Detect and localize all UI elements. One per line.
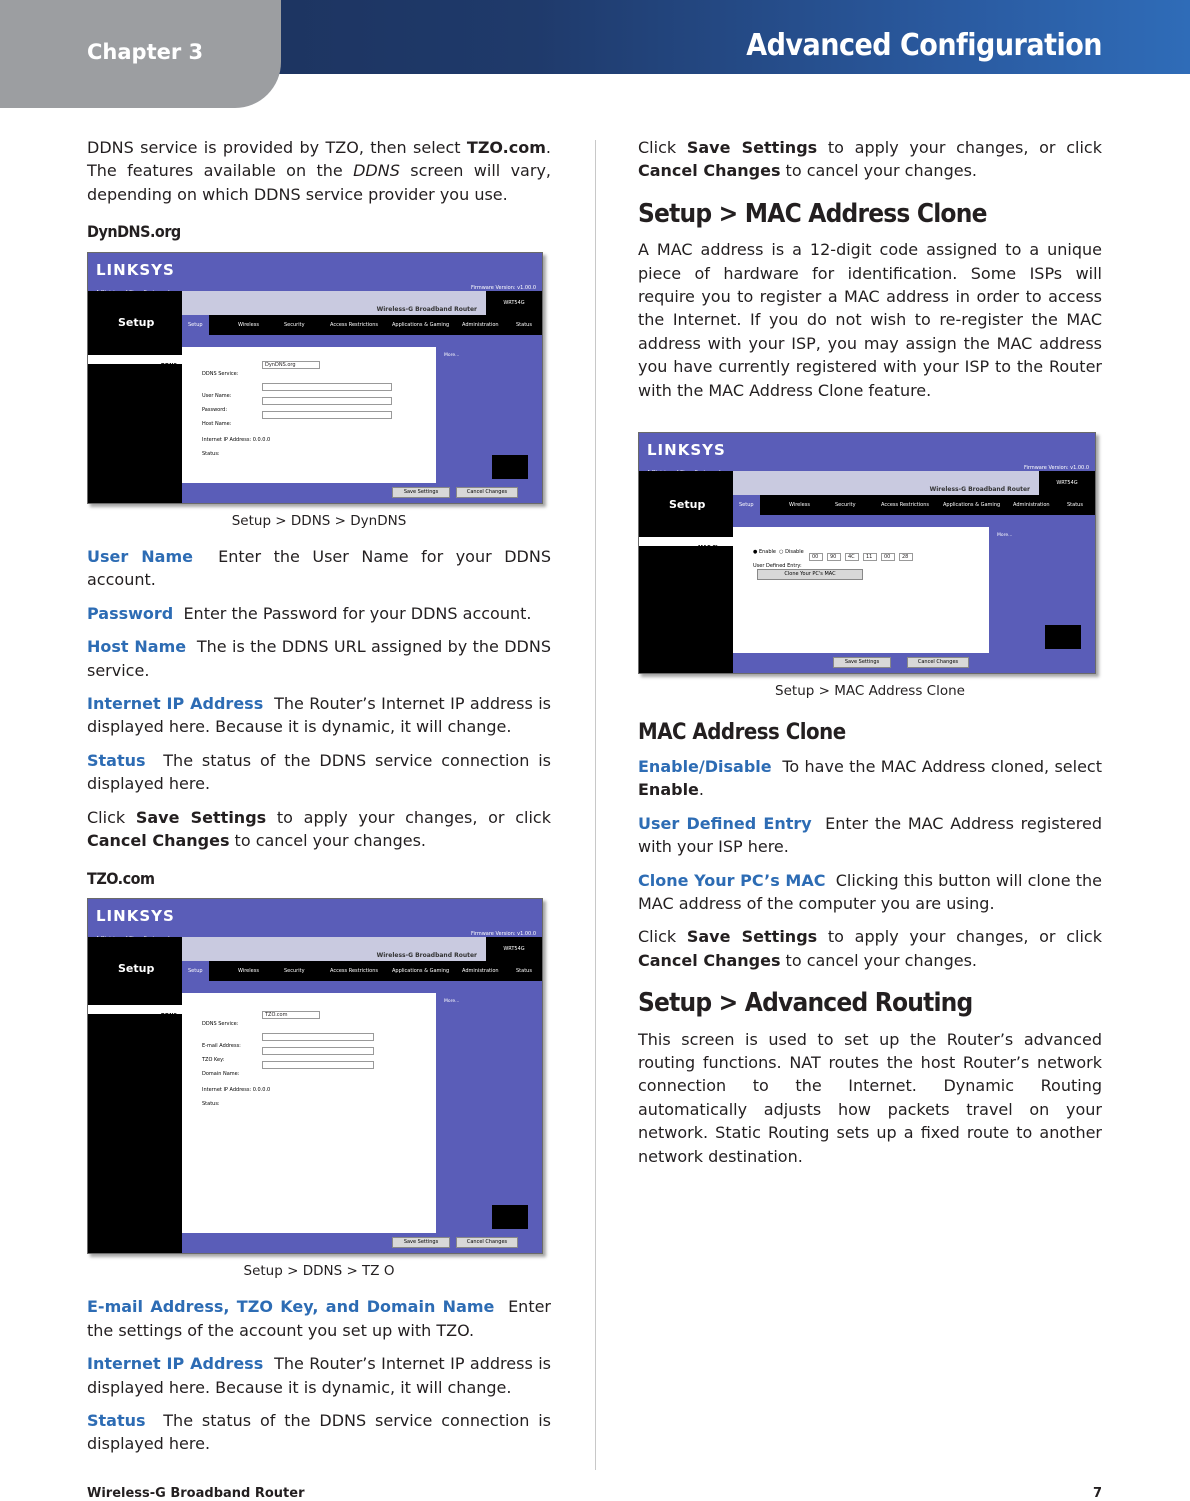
tab-apps[interactable]: Applications & Gaming — [392, 321, 450, 328]
mac-clone-screenshot: LINKSYS Firmware Version: v1.00.0 Setup MAC Clone Wireless-G Broadband Router WRT54G Setup Wireless Security Access Restrictions Applications & Gaming Administration Status ● Enable ○ Disable User Defined Entry: 00 90 4C 11 00 28 Clone Your PC's MAC More... Save Settings Cancel Changes — [638, 432, 1096, 674]
tzo-heading: TZO.com — [87, 868, 155, 888]
tab-access[interactable]: Access Restrictions — [330, 321, 378, 328]
tab-status[interactable]: Status — [516, 321, 532, 328]
status2-desc: Status The status of the DDNS service connection is displayed here. — [87, 1410, 552, 1454]
mac-intro: A MAC address is a 12-digit code assigned to a unique piece of hardware for identification. Some ISPs will require you to register a MAC address in order to access the Internet. If you do not wish to re-register the MAC address with your ISP, you may assign the MAC address you have currently registered with your ISP to the Router with the MAC Address Clone feature. — [638, 240, 1102, 400]
chapter-label: Chapter 3 — [87, 40, 204, 64]
username-desc: User Name Enter the User Name for your DDNS account. — [87, 547, 551, 590]
intro-paragraph: DDNS service is provided by TZO, then select TZO.com. The features available on the DDNS screen will vary, depending on which DDNS service provider you use. — [87, 138, 551, 204]
save-instruction-right-2: Click Save Settings to apply your changes, or click Cancel Changes to cancel your changes. — [638, 927, 1102, 970]
column-divider — [595, 140, 596, 1470]
firmware-version: Firmware Version: v1.00.0 — [470, 284, 536, 291]
footer-product: Wireless-G Broadband Router — [87, 1486, 305, 1501]
tzo-caption: Setup > DDNS > TZ O — [243, 1262, 395, 1279]
dyndns-screenshot: LINKSYS Firmware Version: v1.00.0 Setup DDNS Wireless-G Broadband Router WRT54G Setup Wireless Security Access Restrictions Applications & Gaming Administration Status DDNS Service: DynDNS.org User Name: Password: Host Name: Internet IP Address: 0.0.0.0 Status: More... Save Settings Cancel Changes — [87, 252, 543, 504]
routing-heading: Setup > Advanced Routing — [638, 988, 973, 1019]
mac-caption: Setup > MAC Address Clone — [775, 683, 965, 700]
routing-text: This screen is used to set up the Router’s advanced routing functions. NAT routes the host Router’s network connection to the Internet. Dynamic Routing automatically adjusts how packets travel on your network. Static Routing sets up a fixed route to another network destination. — [638, 1029, 1102, 1166]
left-column — [87, 136, 551, 1466]
tab-security[interactable]: Security — [284, 321, 305, 328]
password-field[interactable] — [262, 397, 392, 405]
section-title: Advanced Configuration — [746, 28, 1102, 63]
user-entry-desc: User Defined Entry Enter the MAC Address registered with your ISP here. — [638, 813, 1102, 857]
enable-desc: Enable/Disable To have the MAC Address cloned, select Enable. — [638, 756, 1103, 800]
clone-mac-button[interactable]: Clone Your PC's MAC — [757, 569, 863, 580]
ip2-desc: Internet IP Address The Router’s Internet IP address is displayed here. Because it is dynamic, it will change. — [87, 1354, 552, 1397]
password-desc: Password Enter the Password for your DDNS account. — [87, 603, 532, 623]
hostname-desc: Host Name The is the DDNS URL assigned by the DDNS service. — [87, 637, 552, 680]
clone-desc: Clone Your PC’s MAC Clicking this button will clone the MAC address of the computer you are using. — [638, 870, 1103, 913]
user-name-field[interactable] — [262, 383, 392, 391]
right-column — [638, 136, 1102, 1178]
dyndns-caption: Setup > DDNS > DynDNS — [231, 512, 407, 529]
linksys-logo: LINKSYS — [96, 260, 175, 279]
tab-wireless[interactable]: Wireless — [238, 321, 259, 328]
ddns-service-select[interactable]: DynDNS.org — [262, 361, 320, 369]
mac-clone-heading: Setup > MAC Address Clone — [638, 198, 987, 229]
dyndns-heading: DynDNS.org — [87, 222, 181, 242]
cisco-logo — [492, 455, 528, 479]
page-number: 7 — [1093, 1486, 1103, 1501]
tab-setup[interactable]: Setup — [182, 315, 209, 335]
email-desc: E-mail Address, TZO Key, and Domain Name Enter the settings of the account you set up with TZO. — [87, 1297, 552, 1340]
cancel-changes-button[interactable]: Cancel Changes — [456, 487, 518, 498]
mac-subheading: MAC Address Clone — [638, 720, 846, 746]
ip-desc: Internet IP Address The Router’s Internet IP address is displayed here. Because it is dynamic, it will change. — [87, 694, 552, 737]
save-instruction-right: Click Save Settings to apply your changes, or click Cancel Changes to cancel your changes. — [638, 138, 1102, 181]
save-settings-button[interactable]: Save Settings — [392, 487, 450, 498]
host-name-field[interactable] — [262, 411, 392, 419]
save-instruction: Click Save Settings to apply your changes, or click Cancel Changes to cancel your changes. — [87, 807, 551, 851]
status-desc: Status The status of the DDNS service connection is displayed here. — [87, 750, 552, 794]
setup-label: Setup — [118, 315, 155, 329]
tzo-screenshot: LINKSYS Firmware Version: v1.00.0 Setup DDNS Wireless-G Broadband Router WRT54G Setup Wireless Security Access Restrictions Applications & Gaming Administration Status DDNS Service: TZO.com E-mail Address: TZO Key: Domain Name: Internet IP Address: 0.0.0.0 Status: More... Save Settings Cancel Changes — [87, 898, 543, 1254]
tab-admin[interactable]: Administration — [462, 321, 499, 328]
